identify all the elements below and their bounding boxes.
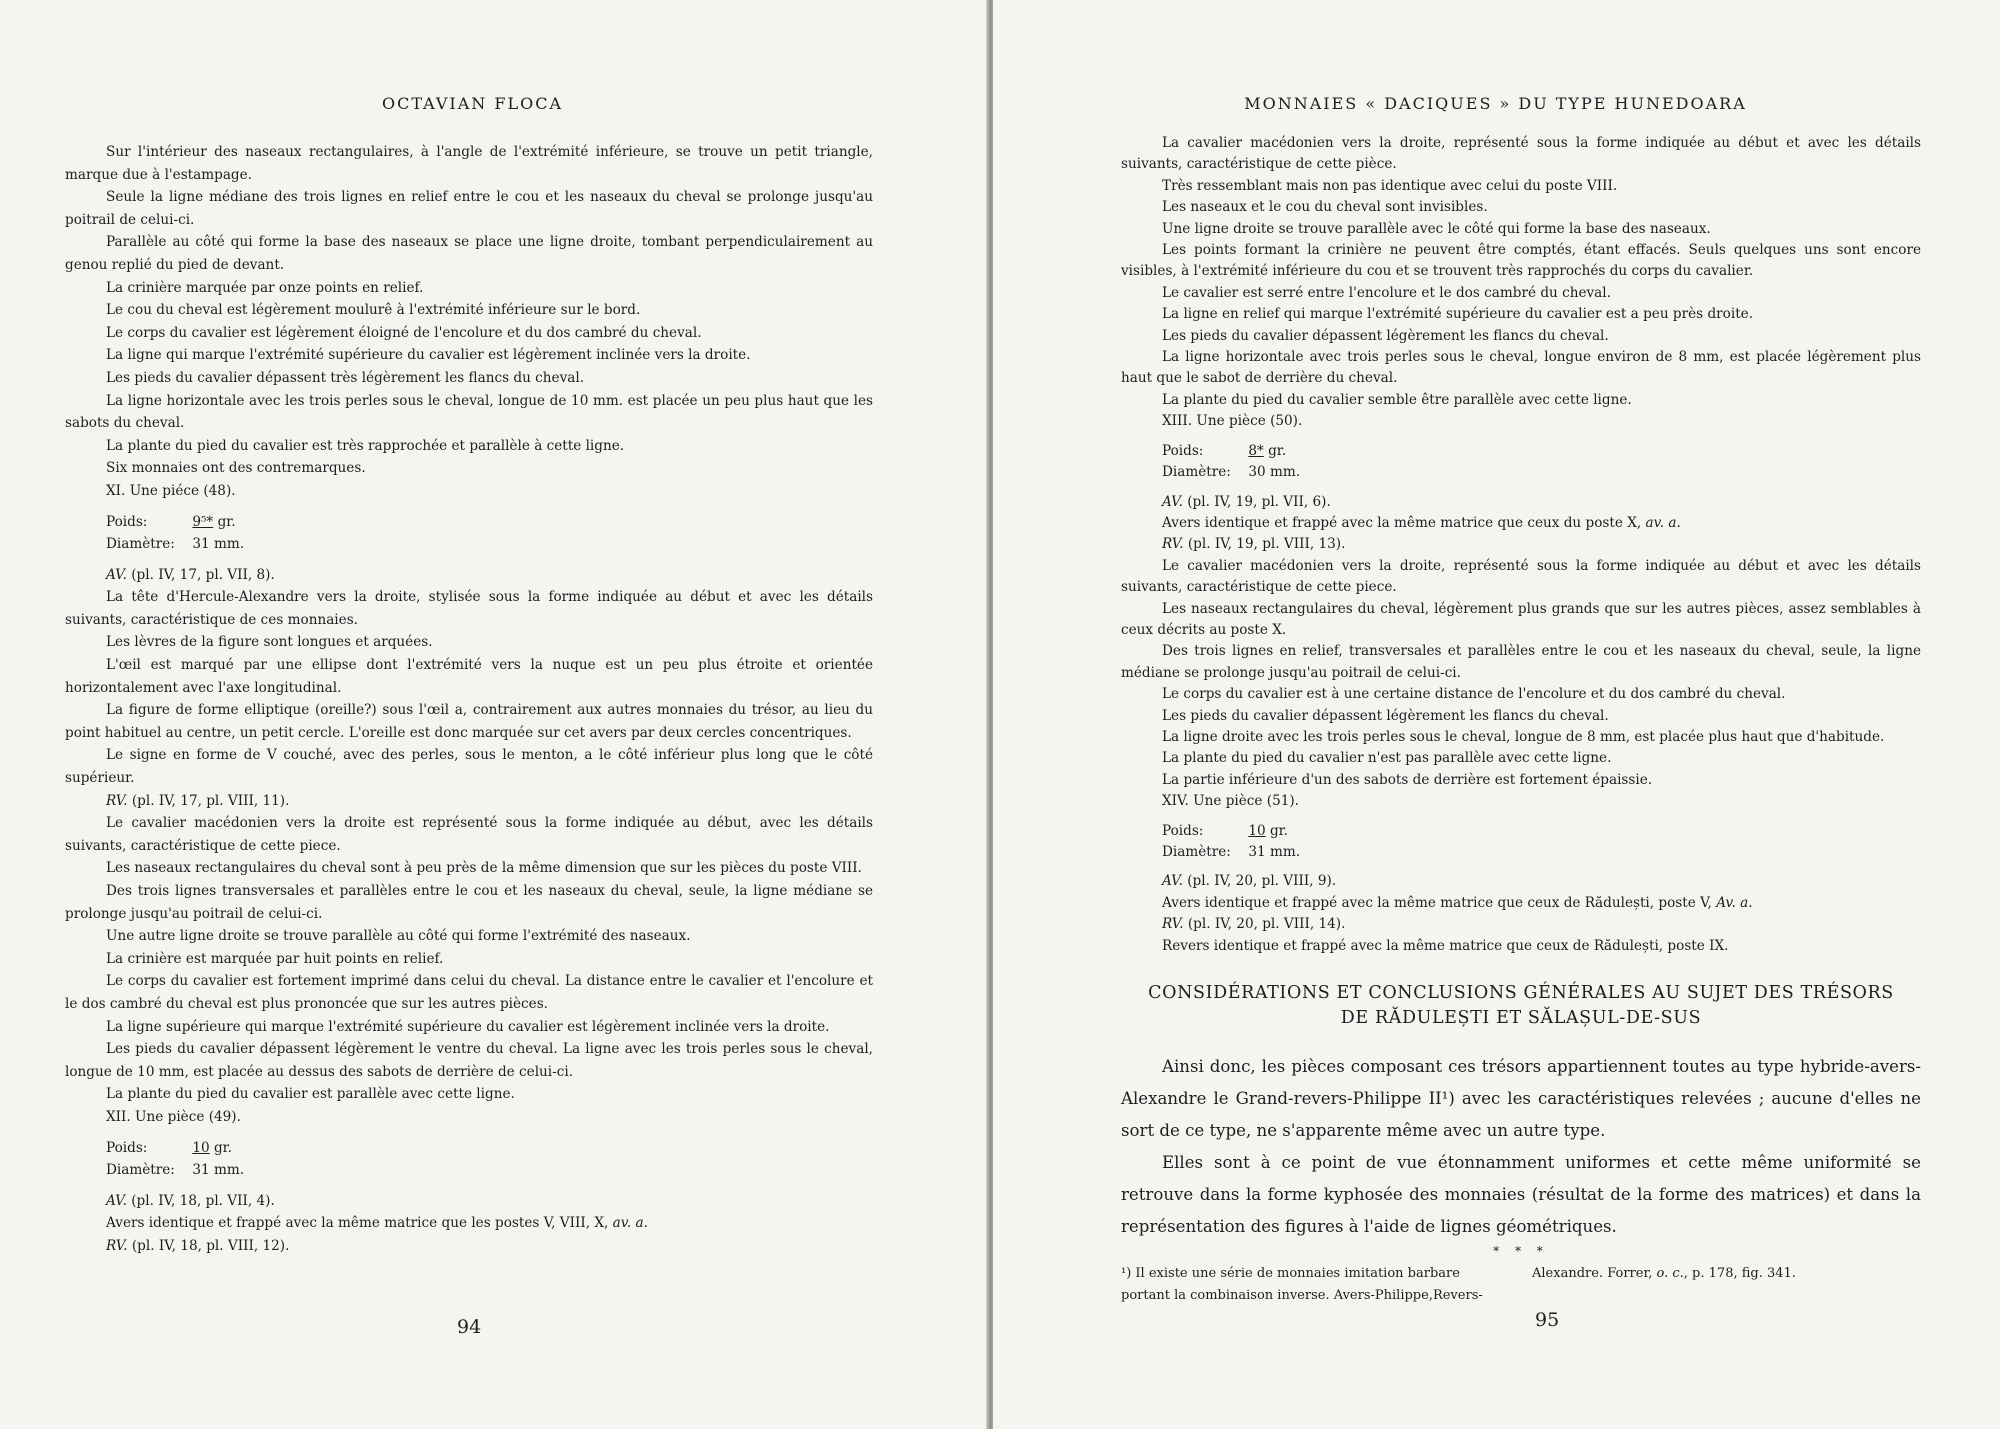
paragraph: La plante du pied du cavalier semble être parallèle avec cette ligne. xyxy=(1162,391,1632,408)
paragraph: Les naseaux et le cou du cheval sont invisibles. xyxy=(1162,199,1488,216)
paragraph: Les pieds du cavalier dépassent très légèrement les flancs du cheval. xyxy=(106,369,585,386)
paragraph: La ligne qui marque l'extrémité supérieure du cavalier est légèrement inclinée vers la droite. xyxy=(106,347,751,364)
diameter-unit: mm. xyxy=(213,536,245,553)
paragraph: La ligne en relief qui marque l'extrémité supérieure du cavalier est a peu près droite. xyxy=(1162,306,1754,323)
section-title-line-1: CONSIDÉRATIONS ET CONCLUSIONS GÉNÉRALES AU SUJET DES TRÉSORS xyxy=(1148,983,1894,1004)
footnote-col-1: ¹) Il existe une série de monnaies imitation barbare portant la combinaison inverse. Avers-Philippe,Revers- xyxy=(1121,1266,1483,1304)
paragraph: La figure de forme elliptique (oreille?) sous l'œil a, contrairement aux autres monnaies du trésor, au lieu du point habituel au centre, un petit cercle. L'oreille est donc marquée sur cet avers par deux cercles concentriques. xyxy=(65,702,873,741)
right-paragraphs-1 xyxy=(1121,133,1921,433)
paragraph: Les pieds du cavalier dépassent légèrement le ventre du cheval. La ligne avec les trois perles sous le cheval, longue de 10 mm, est placée au dessus des sabots de derrière de celui-ci. xyxy=(65,1041,873,1080)
paragraph: Les naseaux rectangulaires du cheval, légèrement plus grands que sur les autres pièces, assez semblables à ceux décrits au poste X. xyxy=(1121,600,1921,638)
weight-row-3: Poids: 8* gr. Diamètre: 30 mm. xyxy=(1162,442,1301,481)
right-paragraphs-2 xyxy=(1121,556,1921,813)
footnote xyxy=(1121,1263,1921,1307)
diameter-value-2: 31 xyxy=(192,1162,210,1179)
paragraph: Une autre ligne droite se trouve parallèle au côté qui forme l'extrémité des naseaux. xyxy=(106,928,691,945)
paragraph: La cavalier macédonien vers la droite, représenté sous la forme indiquée au début et avec les détails suivants, caractéristique de cette pièce. xyxy=(1121,135,1921,173)
weight-value-4: 10 xyxy=(1248,822,1266,839)
paragraph: La ligne droite avec les trois perles sous le cheval, longue de 8 mm, est placée plus haut que d'habitude. xyxy=(1162,728,1885,745)
paragraph: La tête d'Hercule-Alexandre vers la droite, stylisée sous la forme indiquée au début et avec les détails suivants, caractéristique de ces monnaies. xyxy=(65,589,873,628)
rv-reference: RV. (pl. IV, 17, pl. VIII, 11). xyxy=(106,792,290,809)
paragraph: Le corps du cavalier est fortement imprimé dans celui du cheval. La distance entre le cavalier et l'encolure et le dos cambré du cheval est plus prononcée que sur les autres pièces. xyxy=(65,973,873,1012)
left-paragraphs-1 xyxy=(65,141,873,503)
page-number-left: 94 xyxy=(457,1316,482,1338)
av-reference-2: AV. (pl. IV, 18, pl. VII, 4). xyxy=(106,1192,275,1209)
left-paragraphs-2 xyxy=(65,586,873,789)
paragraph: Le corps du cavalier est légèrement éloigné de l'encolure et du dos cambré du cheval. xyxy=(106,324,702,341)
paragraph: Des trois lignes en relief, transversales et parallèles entre le cou et les naseaux du cheval, seule, la ligne médiane se prolonge jusqu'au poitrail de celui-ci. xyxy=(1121,643,1921,681)
diameter-value-4: 31 xyxy=(1248,844,1266,860)
paragraph: La plante du pied du cavalier n'est pas parallèle avec cette ligne. xyxy=(1162,750,1612,767)
diameter-value: 31 xyxy=(192,536,210,553)
paragraph: Le cavalier macédonien vers la droite est représenté sous la forme indiquée au début, avec les détails suivants, caractéristique de cette piece. xyxy=(65,815,873,854)
paragraph: La partie inférieure d'un des sabots de derrière est fortement épaissie. xyxy=(1162,771,1653,788)
rv-reference-4: RV. (pl. IV, 20, pl. VIII, 14). xyxy=(1162,916,1346,933)
av-text-4: Avers identique et frappé avec la même matrice que ceux de Rădulești, poste V, Av. a. xyxy=(1162,894,1753,911)
rv-reference-3: RV. (pl. IV, 19, pl. VIII, 13). xyxy=(1162,536,1346,553)
asterism: * * * xyxy=(1493,1244,1549,1259)
right-page xyxy=(993,0,2000,1429)
page-number-right: 95 xyxy=(1535,1309,1560,1331)
weight-row-2: Poids: 10 gr. Diamètre: 31 mm. xyxy=(106,1139,245,1179)
paragraph: Sur l'intérieur des naseaux rectangulaires, à l'angle de l'extrémité inférieure, se trouve un petit triangle, marque due à l'estampage. xyxy=(65,144,873,183)
weight-unit: gr. xyxy=(217,513,236,530)
running-header-right: MONNAIES « DACIQUES » DU TYPE HUNEDOARA xyxy=(1244,94,1747,113)
paragraph: L'œil est marqué par une ellipse dont l'extrémité vers la nuque est un peu plus étroite et orientée horizontalement avec l'axe longitudinal. xyxy=(65,657,873,696)
paragraph: La ligne horizontale avec les trois perles sous le cheval, longue de 10 mm. est placée un peu plus haut que les sabots du cheval. xyxy=(65,392,873,432)
av-text-2: Avers identique et frappé avec la même matrice que les postes V, VIII, X, av. a. xyxy=(106,1215,648,1232)
paragraph: XIV. Une pièce (51). xyxy=(1162,793,1300,810)
paragraph: Le corps du cavalier est à une certaine distance de l'encolure et du dos cambré du cheval. xyxy=(1162,686,1786,703)
av-reference-4: AV. (pl. IV, 20, pl. VIII, 9). xyxy=(1162,873,1337,890)
paragraph: La ligne supérieure qui marque l'extrémité supérieure du cavalier est légèrement inclinée vers la droite. xyxy=(106,1018,830,1035)
paragraph: Le cavalier est serré entre l'encolure et le dos cambré du cheval. xyxy=(1162,284,1611,301)
weight-value: 9⁵* xyxy=(192,513,214,530)
paragraph: Seule la ligne médiane des trois lignes en relief entre le cou et les naseaux du cheval se prolonge jusqu'au poitrail de celui-ci. xyxy=(65,189,873,228)
paragraph: XIII. Une pièce (50). xyxy=(1162,413,1303,430)
paragraph: Les lèvres de la figure sont longues et arquées. xyxy=(106,634,433,651)
paragraph: Les naseaux rectangulaires du cheval sont à peu près de la même dimension que sur les pièces du poste VIII. xyxy=(106,860,862,877)
conclusion-paragraph-2: Elles sont à ce point de vue étonnamment uniformes et cette même uniformité se retrouve dans la forme kyphosée des monnaies (résultat de la forme des matrices) et dans la représentation des figures à l'aide de lignes géométriques. xyxy=(1121,1153,1921,1237)
av-reference-3: AV. (pl. IV, 19, pl. VII, 6). xyxy=(1162,493,1331,510)
left-page xyxy=(0,0,990,1429)
running-header-left: OCTAVIAN FLOCA xyxy=(381,94,564,113)
paragraph: La plante du pied du cavalier est très rapprochée et parallèle à cette ligne. xyxy=(106,437,625,454)
paragraph: Les pieds du cavalier dépassent légèrement les flancs du cheval. xyxy=(1162,707,1609,724)
weight-row xyxy=(65,511,873,556)
footnote-col-2: Alexandre. Forrer, o. c., p. 178, fig. 341. xyxy=(1532,1266,1796,1282)
paragraph: Le signe en forme de V couché, avec des perles, sous le menton, a le côté inférieur plus long que le côté supérieur. xyxy=(65,747,873,787)
paragraph: Six monnaies ont des contremarques. xyxy=(106,460,366,477)
paragraph: Une ligne droite se trouve parallèle avec le côté qui forme la base des naseaux. xyxy=(1162,220,1711,237)
paragraph: Très ressemblant mais non pas identique avec celui du poste VIII. xyxy=(1162,177,1618,194)
weight-row-4: Poids: 10 gr. Diamètre: 31 mm. xyxy=(1162,822,1301,860)
section-title-line-2: DE RĂDULEȘTI ET SĂLAȘUL-DE-SUS xyxy=(1340,1008,1702,1029)
weight-label: Poids: xyxy=(106,513,148,530)
left-page-body xyxy=(65,141,873,1258)
weight-value-2: 10 xyxy=(192,1139,210,1156)
paragraph: Parallèle au côté qui forme la base des naseaux se place une ligne droite, tombant perpendiculairement au genou replié du pied de devant. xyxy=(65,234,873,273)
paragraph: Les points formant la crinière ne peuvent être comptés, étant effacés. Seuls quelques uns sont encore visibles, à l'extrémité inférieure du cou et se trouvent très rapprochés du corps du cavalier. xyxy=(1121,242,1921,280)
rv-text-4: Revers identique et frappé avec la même matrice que ceux de Rădulești, poste IX. xyxy=(1162,937,1729,954)
paragraph: La ligne horizontale avec trois perles sous le cheval, longue environ de 8 mm, est placée légèrement plus haut que le sabot de derrière du cheval. xyxy=(1121,349,1921,387)
paragraph: Des trois lignes transversales et parallèles entre le cou et les naseaux du cheval, seule, la ligne médiane se prolonge jusqu'au poitrail de celui-ci. xyxy=(65,883,873,922)
paragraph: XII. Une pièce (49). xyxy=(106,1108,241,1125)
av-reference: AV. (pl. IV, 17, pl. VII, 8). xyxy=(106,566,275,583)
paragraph: XI. Une piéce (48). xyxy=(106,482,236,499)
rv-reference-2: RV. (pl. IV, 18, pl. VIII, 12). xyxy=(106,1237,290,1254)
weight-value-3: 8* xyxy=(1248,442,1264,459)
section-title xyxy=(1121,981,1921,1031)
paragraph: La plante du pied du cavalier est parallèle avec cette ligne. xyxy=(106,1086,515,1103)
paragraph: Les pieds du cavalier dépassent légèrement les flancs du cheval. xyxy=(1162,327,1609,344)
left-paragraphs-3 xyxy=(65,812,873,1128)
paragraph: La crinière est marquée par huit points en relief. xyxy=(106,950,444,967)
paragraph: Le cou du cheval est légèrement moulurê à l'extrémité inférieure sur le bord. xyxy=(106,302,641,319)
right-page-body xyxy=(1121,133,1921,1307)
diameter-label: Diamètre: xyxy=(106,536,175,553)
paragraph: La crinière marquée par onze points en relief. xyxy=(106,279,424,296)
conclusion-paragraph-1: Ainsi donc, les pièces composant ces trésors appartiennent toutes au type hybride-avers-Alexandre le Grand-revers-Philippe II¹) avec les caractéristiques relevées ; aucune d'elles ne sort de ce type, ne s'apparente même avec un autre type. xyxy=(1121,1057,1921,1141)
av-text-3: Avers identique et frappé avec la même matrice que ceux du poste X, av. a. xyxy=(1162,514,1681,531)
paragraph: Le cavalier macédonien vers la droite, représenté sous la forme indiquée au début et avec les détails suivants, caractéristique de cette piece. xyxy=(1121,557,1921,596)
diameter-value-3: 30 xyxy=(1248,464,1266,481)
